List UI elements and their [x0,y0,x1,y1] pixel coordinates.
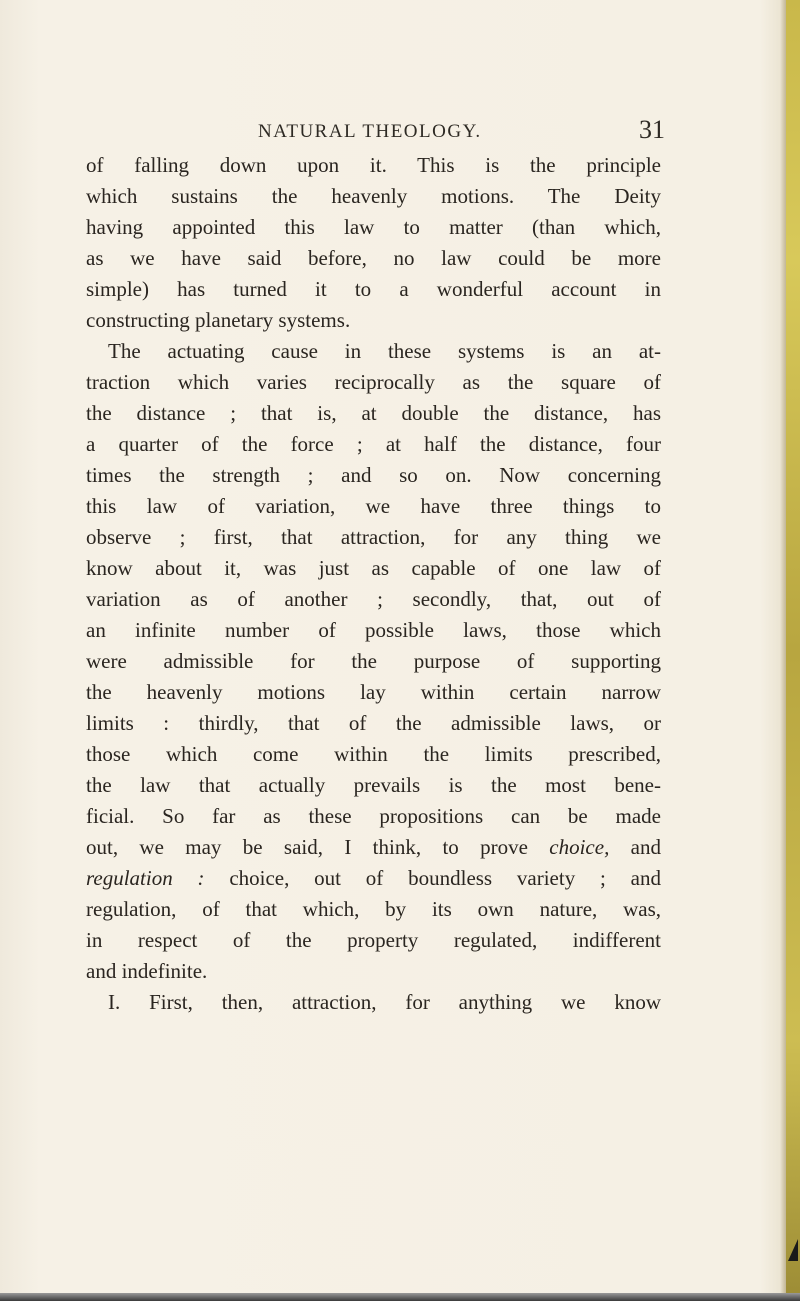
text-line: a quarter of the force ; at half the distance, four [86,432,661,456]
text-line: regulation, of that which, by its own nature, was, [86,897,661,921]
text-line: were admissible for the purpose of supporting [86,649,661,673]
text-line [86,832,661,863]
text-line: limits : thirdly, that of the admissible laws, or [86,711,661,735]
text-line: variation as of another ; secondly, that, out of [86,587,661,611]
text-line: this law of variation, we have three things to [86,494,661,518]
italic-word-regulation: regulation : [86,866,205,890]
text-line: know about it, was just as capable of one law of [86,556,661,580]
text-line: the distance ; that is, at double the distance, has [86,401,661,425]
text-line: which sustains the heavenly motions. The Deity [86,184,661,208]
gilt-page-edge [786,0,800,1301]
text-line: of falling down upon it. This is the principle [86,153,661,177]
line-text-post: and [609,835,661,859]
text-line: observe ; first, that attraction, for any thing we [86,525,661,549]
page-number: 31 [639,115,665,144]
text-line: and indefinite. [86,959,208,983]
text-line: constructing planetary systems. [86,308,351,332]
running-title: NATURAL THEOLOGY. [258,121,482,142]
italic-word-choice: choice, [549,835,610,859]
text-line: having appointed this law to matter (than which, [86,215,661,239]
line-text-pre: out, we may be said, I think, to prove [86,835,550,859]
text-line [86,863,661,894]
text-line: simple) has turned it to a wonderful account in [86,277,661,301]
text-line: the law that actually prevails is the most bene- [86,773,661,797]
text-line: in respect of the property regulated, indifferent [86,928,661,952]
body-text [86,150,661,1018]
text-line: the heavenly motions lay within certain narrow [86,680,661,704]
text-line: traction which varies reciprocally as the square of [86,370,661,394]
text-line: those which come within the limits prescribed, [86,742,661,766]
text-line: I. First, then, attraction, for anything we know [108,990,661,1014]
text-line: as we have said before, no law could be more [86,246,661,270]
scan-bottom-strip [0,1293,800,1301]
text-line: The actuating cause in these systems is an at- [108,339,661,363]
text-line: an infinite number of possible laws, those which [86,618,661,642]
text-line: ficial. So far as these propositions can be made [86,804,661,828]
page-corner-mark [788,1239,798,1261]
running-head [258,115,665,145]
text-line: times the strength ; and so on. Now concerning [86,463,661,487]
line-text-post: choice, out of boundless variety ; and [204,866,661,890]
